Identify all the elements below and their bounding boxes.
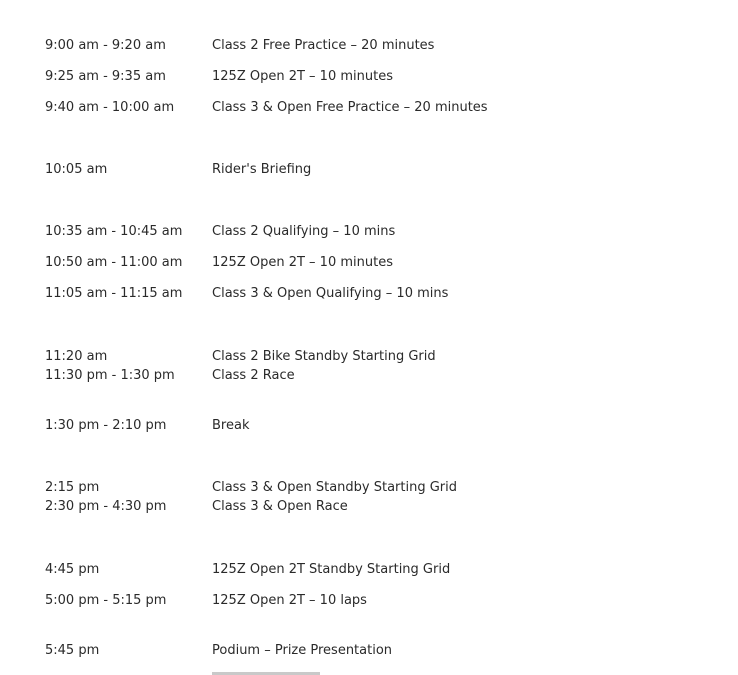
schedule-event: Class 3 & Open Race [212,499,348,514]
schedule-event: Break [212,418,250,433]
schedule-event: 125Z Open 2T – 10 laps [212,593,367,608]
schedule-time: 5:45 pm [45,643,100,658]
schedule-row [0,591,738,611]
schedule-time: 9:25 am - 9:35 am [45,69,166,84]
schedule-time: 9:40 am - 10:00 am [45,100,175,115]
schedule-event: Class 3 & Open Standby Starting Grid [212,480,458,495]
schedule-event: Class 3 & Open Free Practice – 20 minutes [212,100,488,115]
schedule-time: 11:20 am [45,349,108,364]
schedule-time: 11:30 pm - 1:30 pm [45,368,175,383]
schedule-row [0,416,738,436]
schedule-event: Class 2 Qualifying – 10 mins [212,224,396,239]
schedule-event: 125Z Open 2T – 10 minutes [212,255,393,270]
schedule-time: 10:50 am - 11:00 am [45,255,183,270]
schedule-event: Class 2 Free Practice – 20 minutes [212,38,435,53]
schedule-event: Rider's Briefing [212,162,312,177]
schedule-row [0,67,738,87]
schedule-time: 5:00 pm - 5:15 pm [45,593,167,608]
schedule-event: Class 2 Bike Standby Starting Grid [212,349,436,364]
schedule-event: Class 2 Race [212,368,295,383]
schedule-row [0,478,738,498]
schedule-event: 125Z Open 2T – 10 minutes [212,69,393,84]
schedule-row [0,497,738,517]
schedule-row [0,253,738,273]
schedule-event: Class 3 & Open Qualifying – 10 mins [212,286,449,301]
schedule-row [0,560,738,580]
schedule-time: 10:05 am [45,162,108,177]
schedule-row [0,222,738,242]
schedule-event: 125Z Open 2T Standby Starting Grid [212,562,451,577]
schedule-row [0,284,738,304]
schedule-time: 9:00 am - 9:20 am [45,38,166,53]
schedule-time: 11:05 am - 11:15 am [45,286,183,301]
schedule-row [0,160,738,180]
schedule-time: 2:15 pm [45,480,100,495]
schedule-row [0,641,738,661]
schedule-row [0,347,738,367]
schedule-time: 4:45 pm [45,562,100,577]
schedule-time: 1:30 pm - 2:10 pm [45,418,167,433]
schedule-time: 2:30 pm - 4:30 pm [45,499,167,514]
schedule-row [0,98,738,118]
schedule-time: 10:35 am - 10:45 am [45,224,183,239]
cropped-text-fragment [212,668,320,675]
schedule-event: Podium – Prize Presentation [212,643,393,658]
schedule-row [0,36,738,56]
schedule-row [0,366,738,386]
